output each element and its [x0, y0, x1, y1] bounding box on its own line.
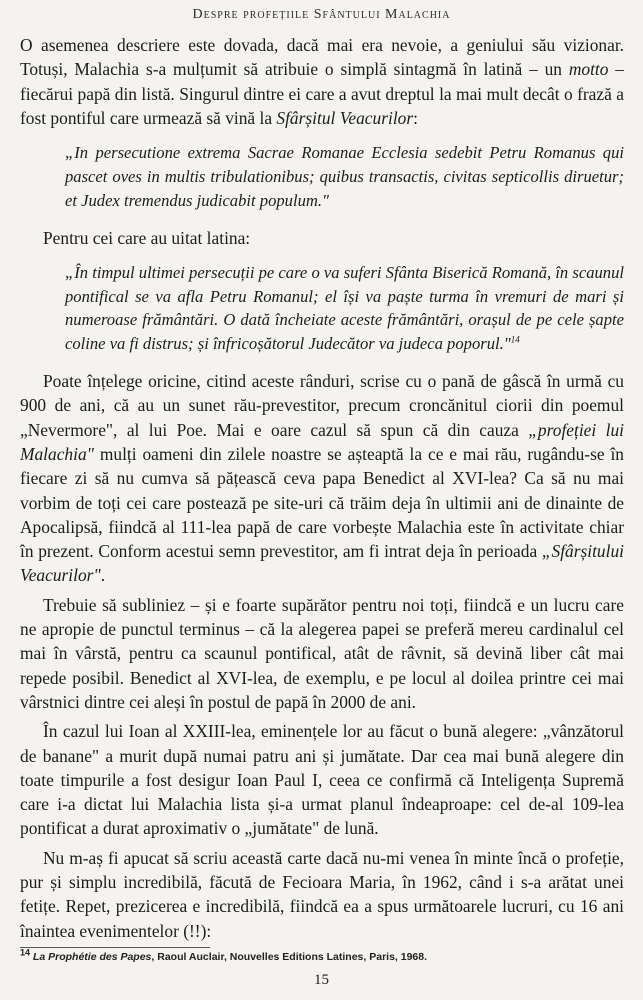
footnote-divider [20, 947, 210, 948]
sfarsit-veacurilor-term: Sfârșitul Veacurilor [276, 107, 414, 128]
footnote-number: 14 [20, 947, 31, 958]
paragraph-6: Nu m-aș fi apucat să scriu această carte dacă nu-mi venea în minte încă o profeție, pur și simplu incredibilă, făcută de Fecioara Maria, în 1962, când i s-a arătat unei fetițe. Repet, prezicerea e incredibilă, fiindcă ea a spus următoarele lucruri, cu 16 ani înaintea evenimentelor (!!): [20, 847, 624, 941]
latin-quote: „In persecutione extrema Sacrae Romanae Ecclesia sedebit Petru Romanus qui pascet oves in multis tribulationibus; quibus transactis, civitas septicollis diruetur; et Judex tremendus judicabit populum." [65, 143, 624, 210]
spacer [20, 356, 624, 369]
paragraph-5: În cazul lui Ioan al XXIII-lea, eminențele lor au făcut o bună alegere: „vânzătorul de banane" a murit după numai patru ani și jumătate. Dar cea mai bună alegere din toate timpurile a fost desigur Ioan Paul I, ceea ce confirmă că Inteligența Supremă care i-a dictat lui Malachia lista și-a urmat planul îndeaproape: cel de-al 109-lea pontificat a durat aproximativ o „jumătate" de lună. [20, 721, 624, 839]
page-number: 15 [314, 972, 329, 988]
paragraph-2: Pentru cei care au uitat latina: [43, 227, 251, 248]
footnote: $^{14}$ La Prophétie des Papes, Raoul Auclair, Nouvelles Editions Latines, Paris, 1968. [20, 947, 428, 963]
paragraph-3: Poate înțelege oricine, citind aceste rânduri, scrise cu o pană de gâscă în urmă cu 900 de ani, că au un sunet rău-prevestitor, precum croncănitul ciorii din poemul „Nevermore", al lui Poe. Mai e oare cazul să spun că din cauza „profeției lui Malachia" mulți oameni din zilele noastre se așteaptă la ce e mai rău, rugându-se în fiecare zi să nu cumva să pățească ceva papa Benedict al XVI-lea? Ca să nu mai vorbim de toți cei care postează pe site-uri că trăim deja în ultimii ani de dinainte de Apocalipsă, fiindcă al 111-lea papă de care vorbește Malachia este în activitate chiar în prezent. Conform acestui semn prevestitor, am fi intrat deja în perioada „Sfârșitului Veacurilor". [20, 371, 625, 586]
footnote-book-title: La Prophétie des Papes [32, 951, 152, 963]
paragraph-1: O asemenea descriere este dovada, dacă mai era nevoie, a geniului său vizionar. Totuși, Malachia s-a mulțumit să atribuie o simplă sintagmă în latină – un motto – fiecărui papă din listă. Singurul dintre ei care a avut dreptul la mai mult decât o frază a fost pontiful care urmează să vină la Sfârșitul Veacurilor: [20, 35, 624, 128]
paragraph-4: Trebuie să subliniez – și e foarte supărător pentru noi toți, fiindcă e un lucru care ne apropie de punctul terminus – că la alegerea papei se preferă mereu cardinalul cel mai în vârstă, pentru ca scaunul pontifical, atât de râvnit, să devină liber cât mai repede posibil. Benedict al XVI-lea, de exemplu, e pe locul al doilea printre cei mai vârstnici dintre cei aleși în postul de papă în 2000 de ani. [20, 594, 624, 712]
running-header: Despre profețiile Sfântului Malachia [192, 7, 451, 22]
footnote-reference: 14 [510, 334, 520, 345]
body-text [20, 33, 624, 943]
motto-term: motto [568, 59, 609, 80]
spacer [20, 213, 624, 226]
romanian-quote: „În timpul ultimei persecuții pe care o va suferi Sfânta Biserică Romană, în scaunul pontifical se va afla Petru Romanul; el își va paște turma în vremuri de mari și numeroase frământări. O dată încheiate aceste frământări, orașul de pe cele șapte coline va fi distrus; și înfricoșătorul Judecător va judeca poporul."$^{14}$ [65, 262, 624, 354]
